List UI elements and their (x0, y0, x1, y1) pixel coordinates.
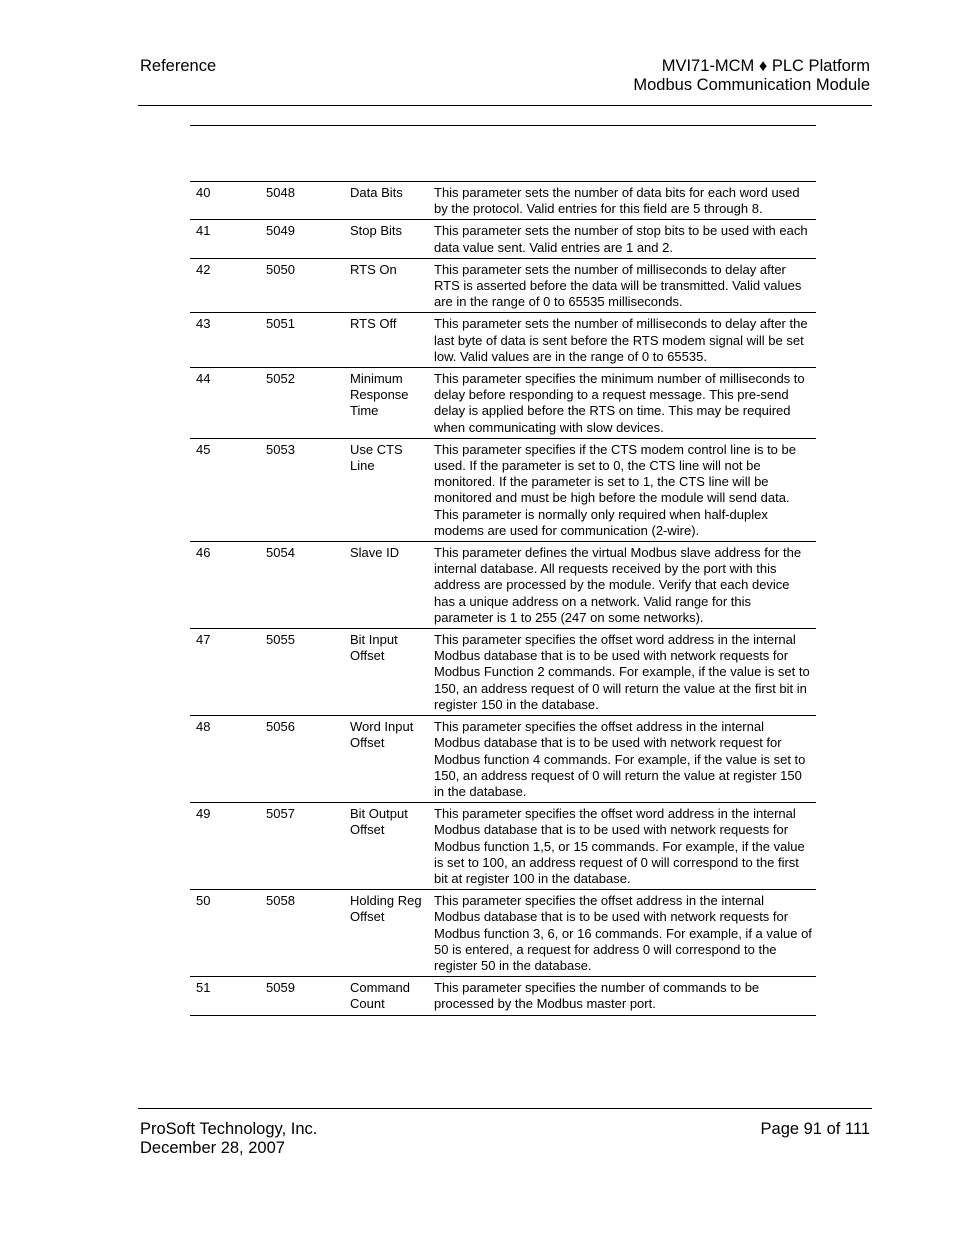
header-section-title: Reference (140, 57, 217, 75)
description-cell: This parameter defines the virtual Modbus slave address for the internal database. All requests received by the port with this address are processed by the module. Verify that each device has a unique address on a network. Valid range for this parameter is 1 to 255 (247 on some networks). (434, 545, 802, 625)
description-cell: This parameter specifies the minimum number of milliseconds to delay before responding to a request message. This pre-send delay is applied before the RTS on time. This may be required when communicating with slow devices. (434, 371, 805, 435)
footer-divider (138, 1108, 872, 1109)
address-cell: 5050 (266, 261, 295, 277)
description-cell: This parameter specifies the offset word address in the internal Modbus database that is to be used with network requests for Modbus Function 2 commands. For example, if the value is set to 150, an address request of 0 will return the value at the first bit in register 150 in the database. (434, 632, 810, 712)
offset-cell: 43 (196, 316, 211, 332)
offset-cell: 40 (196, 185, 211, 200)
parameter-name-cell: Data Bits (350, 185, 403, 200)
table-row (190, 220, 816, 258)
address-cell: 5049 (266, 223, 295, 239)
table-row (190, 368, 816, 439)
address-cell: 5058 (266, 893, 295, 909)
description-cell: This parameter specifies if the CTS modem control line is to be used. If the parameter is set to 0, the CTS line will not be monitored. If the parameter is set to 1, the CTS line will be monitored and must be high before the module will send data. This parameter is normally only required when half-duplex modems are used for communication (2-wire). (434, 441, 796, 538)
description-cell: This parameter sets the number of data bits for each word used by the protocol. Valid entries for this field are 5 through 8. (434, 185, 800, 217)
parameter-name-cell: Use CTS Line (350, 441, 403, 474)
offset-cell: 41 (196, 223, 211, 239)
description-cell: This parameter sets the number of milliseconds to delay after RTS is asserted before the data will be transmitted. Valid values are in the range of 0 to 65535 milliseconds. (434, 261, 802, 310)
parameter-name-cell: Stop Bits (350, 223, 403, 239)
table-row (190, 629, 816, 716)
offset-cell: 44 (196, 371, 211, 387)
offset-cell: 45 (196, 441, 211, 457)
table-row (190, 313, 816, 368)
table-top-divider (190, 125, 816, 126)
description-cell: This parameter sets the number of milliseconds to delay after the last byte of data is sent before the RTS modem signal will be set low. Valid values are in the range of 0 to 65535. (434, 316, 808, 364)
table-row (190, 542, 816, 629)
offset-cell: 50 (196, 893, 211, 909)
table-row (190, 258, 816, 313)
address-cell: 5054 (266, 545, 295, 561)
parameter-name-cell: RTS Off (350, 316, 397, 332)
parameter-name-cell: Bit Input Offset (350, 632, 398, 664)
address-cell: 5059 (266, 980, 295, 996)
header-product-name: MVI71-MCM ♦ PLC Platform (661, 57, 870, 75)
description-cell: This parameter specifies the offset address in the internal Modbus database that is to be used with network request for Modbus function 4 commands. For example, if the value is set to 150, an address request of 0 will return the value at register 150 in the database. (434, 719, 806, 799)
footer-date: December 28, 2007 (140, 1139, 285, 1157)
address-cell: 5051 (266, 316, 295, 332)
offset-cell: 51 (196, 980, 211, 996)
header-product-subtitle: Modbus Communication Module (633, 76, 870, 94)
parameter-name-cell: Word Input Offset (350, 719, 414, 751)
description-cell: This parameter specifies the offset address in the internal Modbus database that is to be used with network requests for Modbus function 3, 6, or 16 commands. For example, if a value of 50 is entered, a request for address 0 will correspond to the register 50 in the database. (434, 893, 812, 973)
address-cell: 5057 (266, 806, 295, 822)
parameter-name-cell: Bit Output Offset (350, 806, 408, 838)
address-cell: 5053 (266, 441, 295, 457)
table-row (190, 890, 816, 977)
parameter-name-cell: Slave ID (350, 545, 400, 561)
parameter-name-cell: RTS On (350, 261, 397, 277)
address-cell: 5055 (266, 632, 295, 648)
table-row (190, 438, 816, 541)
parameter-table-body (190, 182, 816, 1016)
offset-cell: 46 (196, 545, 211, 561)
description-cell: This parameter specifies the number of commands to be processed by the Modbus master port. (434, 980, 760, 1012)
footer-company: ProSoft Technology, Inc. (140, 1120, 318, 1138)
address-cell: 5048 (266, 185, 295, 200)
description-cell: This parameter specifies the offset word address in the internal Modbus database that is to be used with network requests for Modbus function 1,5, or 15 commands. For example, if the value is set to 100, an address request of 0 will correspond to the first bit at register 100 in the database. (434, 806, 805, 886)
parameter-table (190, 181, 816, 1016)
header-product-info (633, 57, 870, 95)
table-row (190, 716, 816, 803)
address-cell: 5052 (266, 371, 295, 387)
offset-cell: 42 (196, 261, 211, 277)
header-divider (138, 105, 872, 106)
offset-cell: 49 (196, 806, 211, 822)
description-cell: This parameter sets the number of stop bits to be used with each data value sent. Valid entries are 1 and 2. (434, 223, 808, 255)
offset-cell: 48 (196, 719, 211, 735)
table-row (190, 803, 816, 890)
table-row (190, 182, 816, 220)
parameter-name-cell: Holding Reg Offset (350, 893, 422, 925)
offset-cell: 47 (196, 632, 211, 648)
parameter-name-cell: Minimum Response Time (350, 371, 409, 419)
address-cell: 5056 (266, 719, 295, 735)
table-row (190, 977, 816, 1015)
parameter-name-cell: Command Count (350, 980, 410, 1012)
footer-left (140, 1120, 317, 1158)
footer-page-number: Page 91 of 111 (760, 1120, 870, 1138)
